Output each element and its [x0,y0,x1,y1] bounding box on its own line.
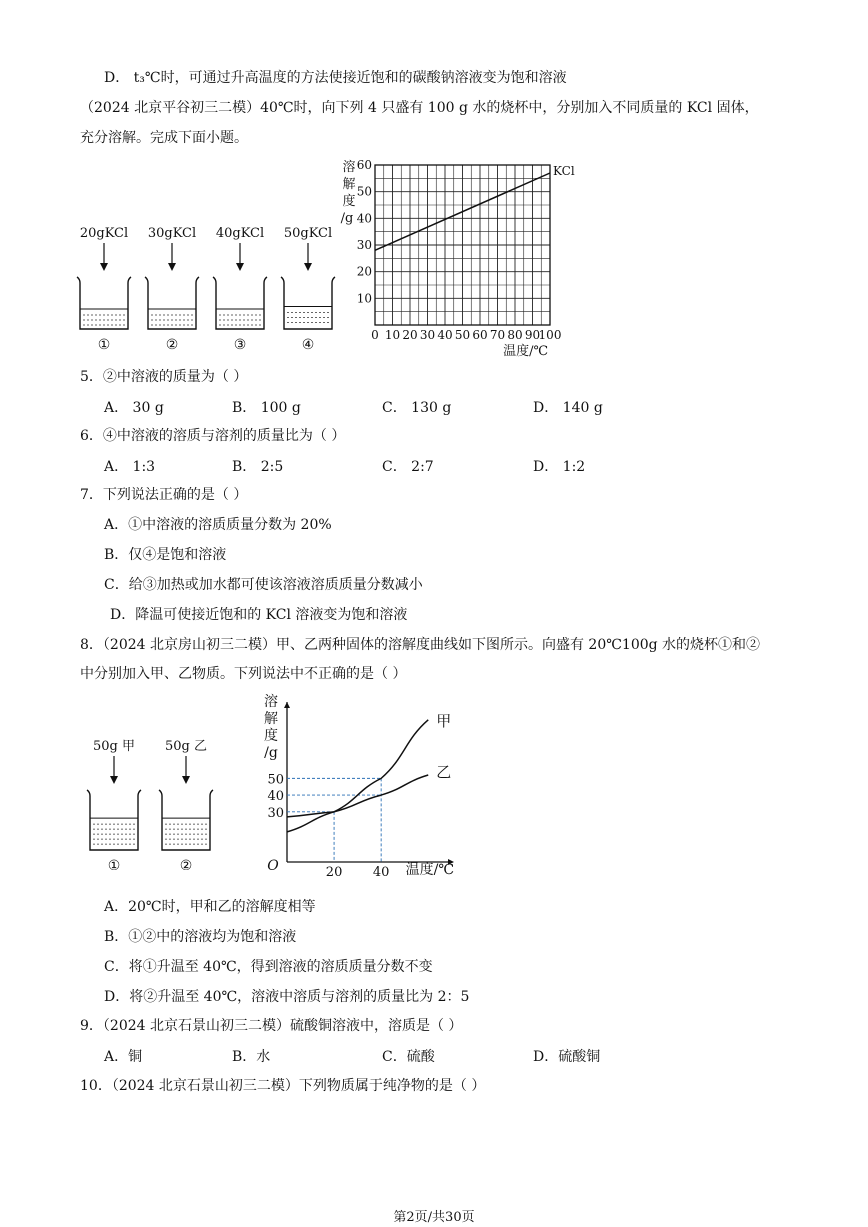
x-tick-label: 20 [402,328,418,342]
prev-option-d: D． t₃℃时，可通过升高温度的方法使接近饱和的碳酸钠溶液变为饱和溶液 [104,70,567,86]
x-tick-label: 90 [524,328,541,342]
kcl-beaker-2 [213,277,267,329]
jy-arrow-head-0 [110,776,118,784]
q9-option-d[interactable]: D．硫酸铜 [533,1049,601,1065]
kcl-beaker-1 [145,277,199,329]
q7-option-b[interactable]: B．仅④是饱和溶液 [104,547,227,563]
jy-arrow-head-1 [182,776,190,784]
jia-yi-solubility-chart [255,690,470,890]
question-9: 9．（2024 北京石景山初三二模）硫酸铜溶液中，溶质是（ ） [80,1018,463,1034]
y-axis-label-char: 度 [342,194,356,209]
y-axis-label-char: 解 [342,177,356,192]
jy-label-1: 50g 乙 [165,739,207,754]
q8-option-a[interactable]: A．20℃时，甲和乙的溶解度相等 [104,899,316,915]
q5-option-c[interactable]: C． 130 g [382,400,452,416]
y-tick-label: 40 [267,789,284,805]
question-8-line1: 8．（2024 北京房山初三二模）甲、乙两种固体的溶解度曲线如下图所示。向盛有 20℃100g 水的烧杯①和② [80,637,761,653]
kcl-arrow-head-0 [100,263,108,271]
kcl-beaker-0 [77,277,131,329]
q6-option-a[interactable]: A． 1:3 [104,459,156,475]
y-axis-label-char: 溶 [342,160,356,175]
passage-intro-line1: （2024 北京平谷初三二模）40℃时，向下列 4 只盛有 100 g 水的烧杯中，分别加入不同质量的 KCl 固体， [80,100,759,116]
question-8-line2: 中分别加入甲、乙物质。下列说法中不正确的是（ ） [80,666,407,682]
x-axis-label: 温度/℃ [405,862,454,878]
q7-option-d[interactable]: D．降温可使接近饱和的 KCl 溶液变为饱和溶液 [110,607,408,623]
q9-option-a[interactable]: A．铜 [104,1049,143,1065]
kcl-solubility-chart [335,155,595,360]
origin-label: O [267,858,279,874]
x-tick-label: 0 [371,328,379,342]
jy-beaker-1 [159,790,213,850]
kcl-label-2: 40gKCl [215,226,265,241]
page-footer: 第2页/共30页 [393,1210,475,1225]
kcl-arrow-head-1 [168,263,176,271]
kcl-label-0: 20gKCl [79,226,129,241]
q7-option-a[interactable]: A．①中溶液的溶质质量分数为 20% [104,517,332,533]
jy-beaker-0 [87,790,141,850]
q5-options [0,397,868,417]
passage-intro-line2: 充分溶解。完成下面小题。 [80,130,248,146]
q8-option-c[interactable]: C．将①升温至 40℃，得到溶液的溶质质量分数不变 [104,959,433,975]
y-tick-label: 10 [356,291,372,306]
kcl-beakers-figure [70,215,350,355]
series-curve-乙 [287,775,428,832]
q7-option-c[interactable]: C．给③加热或加水都可使该溶液溶质质量分数减小 [104,577,423,593]
question-7: 7．下列说法正确的是（ ） [80,487,248,503]
q9-option-c[interactable]: C．硫酸 [382,1049,435,1065]
question-6: 6．④中溶液的溶质与溶剂的质量比为（ ） [80,428,346,444]
y-tick-label: 50 [267,772,284,788]
y-axis-label-unit: /g [340,211,354,226]
q6-option-b[interactable]: B． 2:5 [232,459,284,475]
q9-options [0,1046,868,1066]
y-axis-label-unit: /g [264,745,278,761]
kcl-label-1: 30gKCl [147,226,197,241]
jy-label-0: 50g 甲 [93,739,135,754]
y-tick-label: 50 [356,184,372,199]
series-label-乙: 乙 [436,763,452,782]
series-label-甲: 甲 [436,711,452,730]
q5-option-d[interactable]: D． 140 g [533,400,603,416]
q6-options [0,456,868,476]
jia-yi-beakers-figure [70,730,240,870]
q9-option-b[interactable]: B．水 [232,1049,271,1065]
y-axis-label-char: 解 [264,711,278,727]
jy-number-1: ② [179,858,193,870]
q6-option-c[interactable]: C． 2:7 [382,459,434,475]
y-axis-label-char: 溶 [264,694,278,710]
kcl-arrow-head-3 [304,263,312,271]
series-label-KCl: KCl [553,164,575,178]
x-tick-label: 40 [437,328,453,342]
kcl-number-2: ③ [233,337,247,353]
kcl-beaker-3 [281,277,335,329]
x-tick-label: 20 [325,865,343,880]
x-tick-label: 30 [419,328,436,342]
x-tick-label: 70 [489,328,506,342]
q5-option-b[interactable]: B． 100 g [232,400,301,416]
kcl-number-1: ② [165,337,179,353]
x-tick-label: 60 [472,328,488,342]
x-tick-label: 80 [507,328,523,342]
x-tick-label: 50 [454,328,471,342]
q5-option-a[interactable]: A． 30 g [104,400,164,416]
kcl-number-0: ① [97,337,111,353]
y-axis-label-char: 度 [264,728,278,744]
x-tick-label: 40 [372,865,390,880]
q6-option-d[interactable]: D． 1:2 [533,459,586,475]
q8-option-b[interactable]: B．①②中的溶液均为饱和溶液 [104,929,297,945]
x-tick-label: 100 [538,328,562,342]
kcl-arrow-head-2 [236,263,244,271]
q8-option-d[interactable]: D．将②升温至 40℃，溶液中溶质与溶剂的质量比为 2：5 [104,989,470,1005]
y-tick-label: 40 [356,211,372,226]
x-axis-label: 温度/℃ [503,344,548,359]
y-tick-label: 30 [267,805,284,821]
kcl-label-3: 50gKCl [283,226,333,241]
y-axis-arrow [284,702,290,708]
y-tick-label: 20 [356,264,372,279]
question-5: 5．②中溶液的质量为（ ） [80,369,248,385]
kcl-number-3: ④ [301,337,315,353]
y-tick-label: 60 [356,158,372,172]
series-curve-甲 [287,720,428,817]
jy-number-0: ① [107,858,121,870]
y-tick-label: 30 [356,238,372,252]
question-10: 10．（2024 北京石景山初三二模）下列物质属于纯净物的是（ ） [80,1078,486,1094]
x-tick-label: 10 [384,328,401,342]
